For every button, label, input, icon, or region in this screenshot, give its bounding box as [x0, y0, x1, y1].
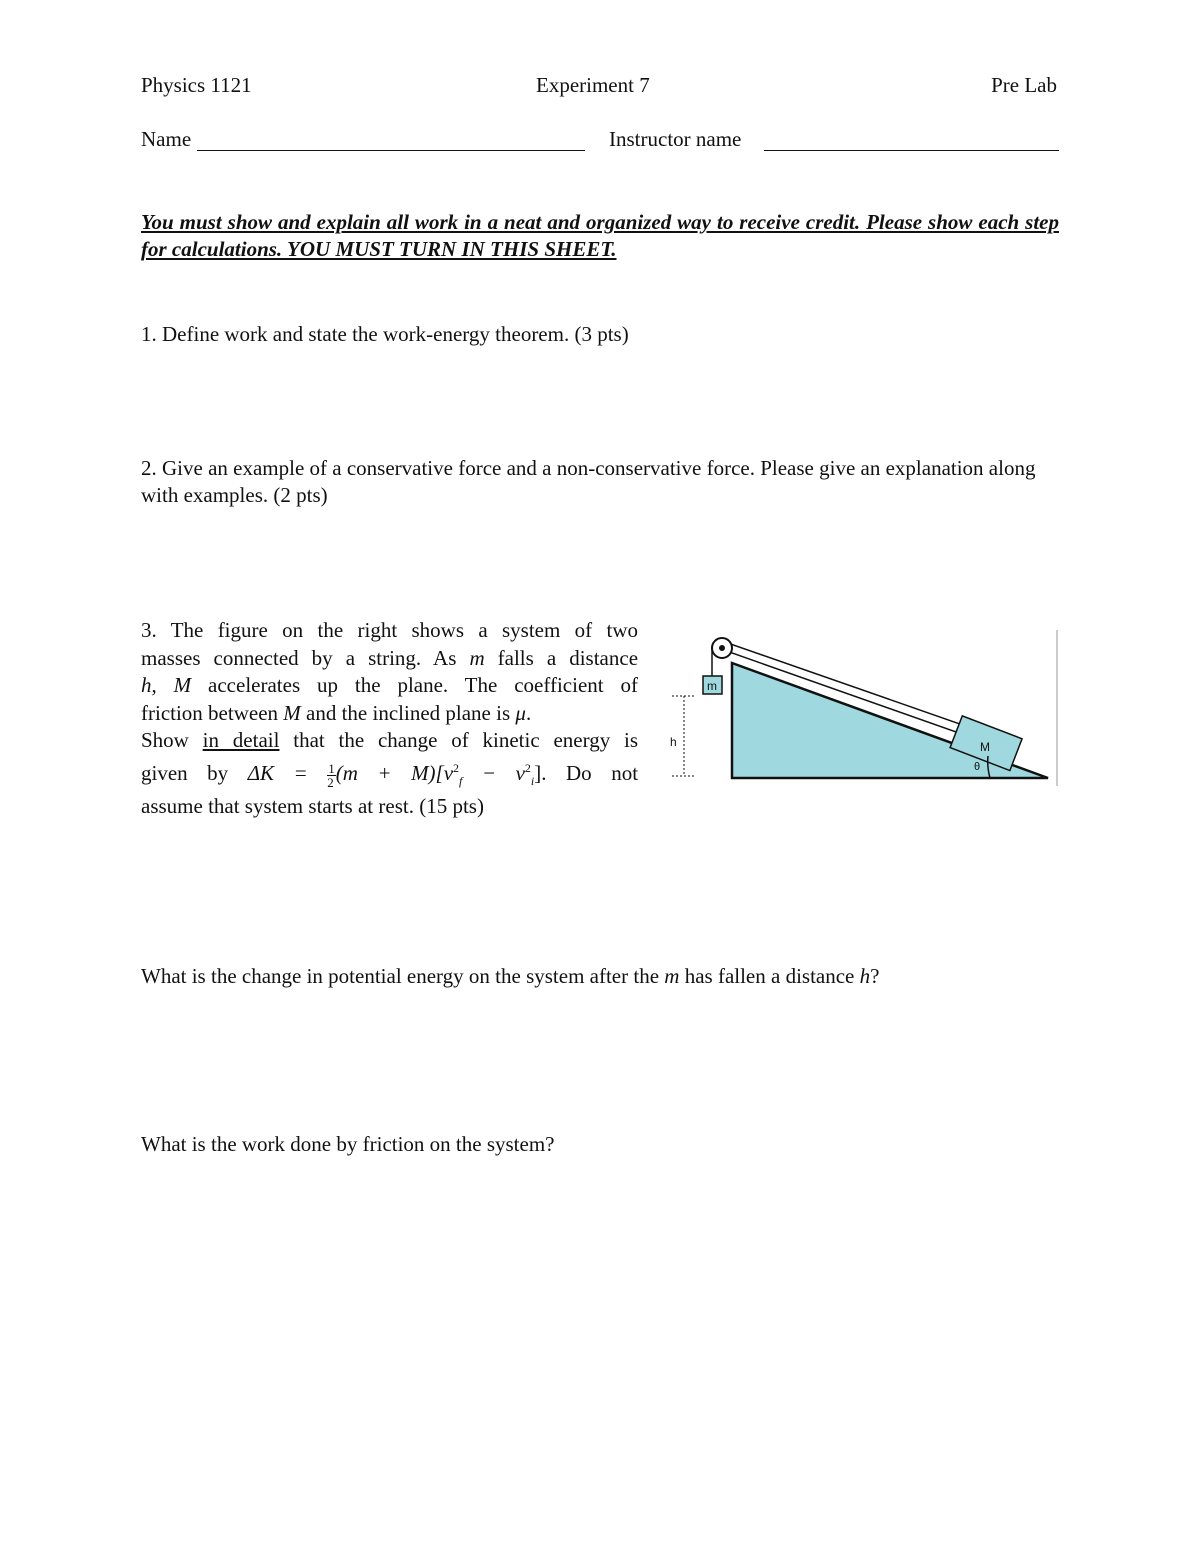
q3-text: and the inclined plane is — [306, 700, 511, 725]
q3-text: friction between — [141, 700, 279, 725]
instructor-name-label: Instructor name — [609, 127, 742, 151]
q3-line-7: assume that system starts at rest. (15 pts) — [141, 793, 484, 818]
name-blank-line[interactable] — [197, 150, 585, 151]
incline-pulley-figure — [660, 628, 1060, 793]
var-M: M — [173, 673, 192, 698]
q4-text: has fallen a distance — [684, 964, 855, 988]
q3-text: given by — [141, 760, 229, 785]
var-h: h — [859, 964, 871, 988]
angle-theta-label: θ — [974, 761, 981, 773]
q4-text: What is the change in potential energy on the system after the — [141, 964, 660, 988]
q3-text: falls a distance — [497, 645, 639, 670]
q3-line-1: 3. The figure on the right shows a system of two — [141, 618, 638, 642]
formula-end: ]. — [534, 760, 547, 785]
question-3 — [141, 617, 638, 821]
q4-question-mark: ? — [870, 964, 880, 988]
instructor-name-blank-line[interactable] — [764, 150, 1059, 151]
subscript-i: i — [530, 774, 535, 789]
question-4 — [141, 963, 1059, 990]
name-label: Name — [141, 127, 192, 151]
pulley-axle — [719, 645, 725, 651]
name-fields-row — [141, 126, 1059, 156]
q3-line-6 — [141, 755, 638, 793]
block-M-label: M — [980, 740, 990, 754]
var-h: h — [141, 673, 152, 698]
var-M: M — [283, 700, 301, 725]
var-m: m — [664, 964, 680, 988]
fraction-denominator: 2 — [327, 774, 334, 790]
fraction-numerator: 1 — [328, 760, 335, 776]
q3-text: masses connected by a string. As — [141, 645, 457, 670]
formula-fraction — [327, 762, 336, 789]
instructions-text: You must show and explain all work in a neat and organized way to receive credit. Please show each step for calculations. YOU MUST TURN IN THIS SHEET. — [141, 210, 1059, 261]
q3-text: Do not — [566, 760, 639, 785]
q3-text: Show — [141, 728, 189, 753]
q3-text: accelerates up the plane. The coefficient of — [208, 673, 638, 698]
kinetic-energy-formula: ΔK = $\frac{1}{2}$ $(m + M)[v^2_f - v^2_i]$. — [247, 760, 547, 790]
formula-rhs: (m + M)[v — [335, 760, 454, 785]
question-1: 1. Define work and state the work-energy theorem. (3 pts) — [141, 322, 629, 346]
course-title: Physics 1121 — [141, 73, 252, 97]
question-5: What is the work done by friction on the system? — [141, 1132, 555, 1156]
var-m: m — [469, 645, 485, 670]
document-type: Pre Lab — [991, 73, 1057, 97]
mass-m-label: m — [707, 679, 717, 693]
q3-text: that the change of kinetic energy is — [293, 728, 639, 753]
q3-line-4: friction between M and the inclined plane is μ. — [141, 700, 532, 725]
var-mu: μ — [515, 700, 526, 725]
experiment-title: Experiment 7 — [536, 73, 650, 97]
in-detail-underlined: in detail — [202, 728, 280, 753]
height-h-label: h — [670, 735, 677, 749]
q3-line-3: h, M accelerates up the plane. The coefficient of — [141, 673, 638, 698]
formula-mid: − v — [462, 760, 525, 785]
question-2: 2. Give an example of a conservative force and a non-conservative force. Please give an explanation along with examples. (2 pts) — [141, 456, 1036, 507]
q3-line-2 — [141, 645, 638, 673]
subscript-f: f — [459, 774, 463, 789]
formula-lhs: ΔK = — [247, 760, 308, 785]
q3-line-5 — [141, 727, 638, 755]
